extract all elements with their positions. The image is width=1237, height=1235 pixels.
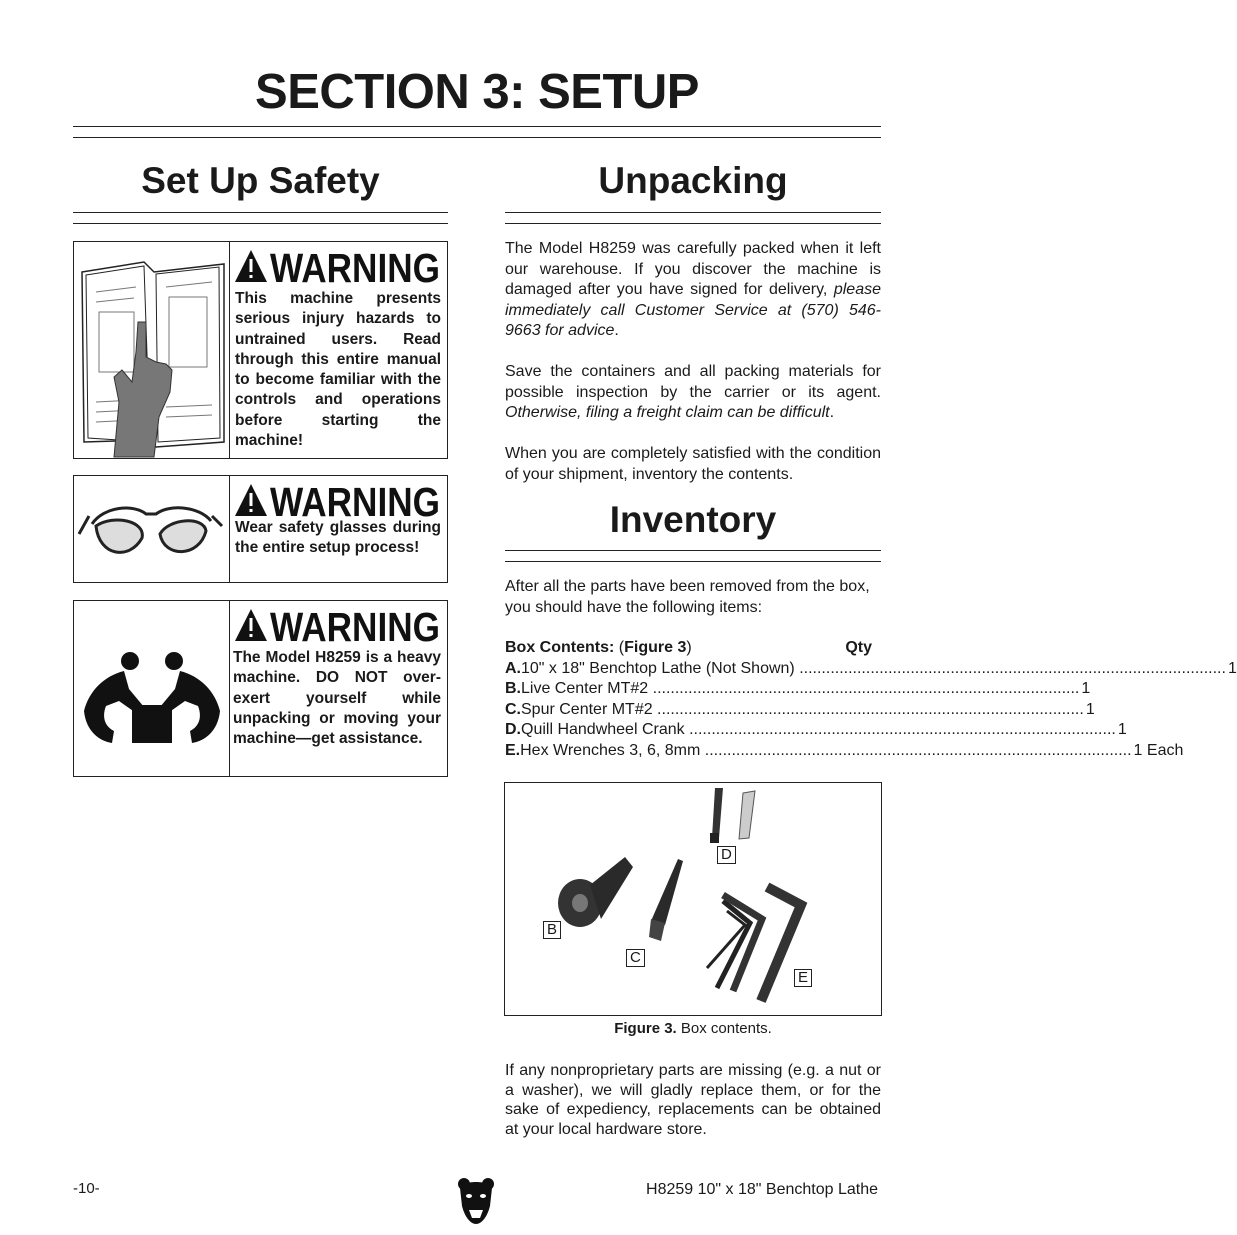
warning-text-glasses: Wear safety glasses during the entire setup process! — [235, 519, 441, 557]
inventory-list — [505, 638, 1237, 761]
callout-b: B — [543, 921, 561, 939]
callout-e: E — [794, 969, 812, 987]
warning-triangle-icon — [234, 479, 444, 525]
inventory-item: A. 10" x 18" Benchtop Lathe (Not Shown) ..... 1 — [505, 659, 877, 680]
warning-triangle-icon — [234, 245, 444, 291]
inventory-item: C. Spur Center MT#2 ..... 1 — [505, 700, 877, 721]
rule — [505, 550, 881, 551]
rule — [73, 212, 448, 213]
title-rule-top — [73, 126, 881, 127]
figure-3 — [504, 782, 882, 1016]
svg-text:WARNING: WARNING — [270, 479, 440, 525]
unpacking-text — [505, 239, 881, 506]
inventory-closing: If any nonproprietary parts are missing (e.g. a nut or a washer), we will gladly replace them, or for the sake of expediency, replacements can be obtained at your local hardware store. — [505, 1062, 881, 1138]
two-person-lift-icon — [74, 601, 230, 776]
callout-c: C — [626, 949, 645, 967]
callout-d: D — [717, 846, 736, 864]
inventory-header: Box Contents: (Figure 3) Qty — [505, 639, 872, 656]
warning-box-manual — [73, 241, 448, 459]
setup-safety-heading: Set Up Safety — [141, 160, 380, 201]
inventory-intro: After all the parts have been removed from the box, you should have the following items: — [505, 578, 870, 616]
box-contents-photo — [505, 783, 880, 1014]
rule — [505, 223, 881, 224]
unpacking-paragraph: Save the containers and all packing materials for possible inspection by the carrier or its agent. Otherwise, filing a freight claim can be difficult. — [505, 363, 881, 421]
grizzly-bear-logo — [457, 1176, 495, 1226]
warning-triangle-icon — [234, 604, 444, 650]
warning-text-heavy: The Model H8259 is a heavy machine. DO NOT over-exert yourself while unpacking or moving your machine—get assistance. — [233, 649, 441, 748]
rule — [505, 212, 881, 213]
unpacking-paragraph: When you are completely satisfied with the condition of your shipment, inventory the contents. — [505, 445, 881, 483]
svg-text:WARNING: WARNING — [270, 604, 440, 650]
svg-text:WARNING: WARNING — [270, 245, 440, 291]
warning-box-glasses — [73, 475, 448, 583]
inventory-item: E. Hex Wrenches 3, 6, 8mm ..... 1 Each — [505, 741, 877, 762]
unpacking-paragraph: The Model H8259 was carefully packed when it left our warehouse. If you discover the machine is damaged after you have signed for delivery, please immediately call Customer Service at (570) 546-9663 for advice. — [505, 240, 881, 339]
footer-model: H8259 10" x 18" Benchtop Lathe — [646, 1181, 878, 1198]
inventory-item: B. Live Center MT#2 ..... 1 — [505, 679, 877, 700]
inventory-item: D. Quill Handwheel Crank ..... 1 — [505, 720, 877, 741]
page-number: -10- — [73, 1180, 100, 1197]
safety-glasses-icon — [74, 476, 230, 582]
manual-reading-icon — [74, 242, 230, 458]
warning-text-manual: This machine presents serious injury hazards to untrained users. Read through this entire manual to become familiar with the controls and operations before starting the machine! — [235, 290, 441, 450]
section-title: SECTION 3: SETUP — [255, 65, 699, 119]
warning-box-heavy — [73, 600, 448, 777]
figure-caption: Figure 3. Box contents. — [614, 1020, 772, 1037]
rule — [505, 561, 881, 562]
title-rule-bottom — [73, 137, 881, 138]
rule — [73, 223, 448, 224]
unpacking-heading: Unpacking — [598, 160, 788, 201]
inventory-heading: Inventory — [609, 499, 777, 540]
